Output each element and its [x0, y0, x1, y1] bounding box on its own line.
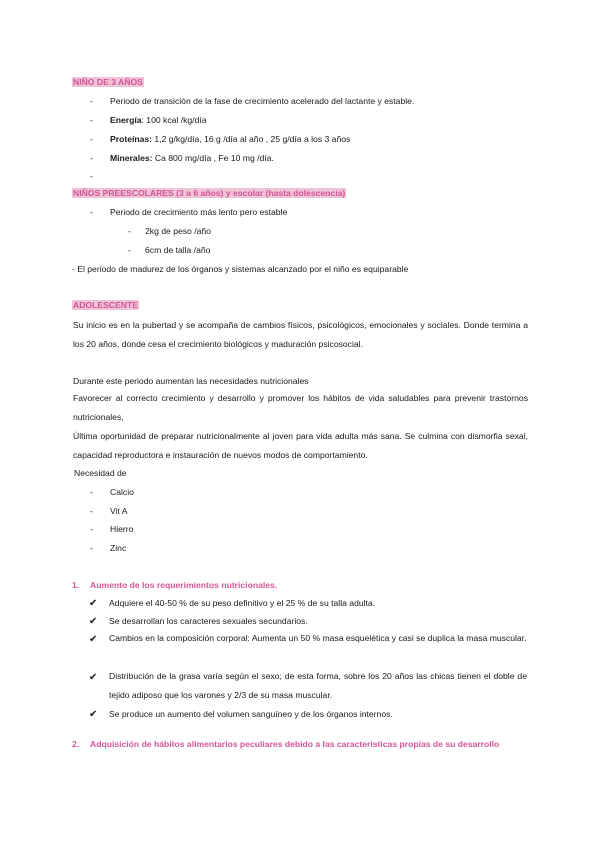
check-item: Se desarrollan los caracteres sexuales secundarios.: [109, 616, 308, 626]
list-dash: -: [90, 487, 93, 497]
list-item: Periodo de crecimiento más lento pero estable: [110, 207, 288, 217]
list-dash: -: [90, 506, 93, 516]
checkmark-icon: ✔: [89, 709, 98, 720]
check-item: Cambios en la composición corporal: Aumenta un 50 % masa esquelética y casi se duplica la masa muscular.: [109, 633, 527, 643]
note-line: - El periodo de madurez de los órganos y sistemas alcanzado por el niño es equiparable: [72, 264, 409, 274]
list-dash: -: [90, 153, 93, 163]
checkmark-icon: ✔: [89, 616, 98, 627]
paragraph-inicio: Su inicio es en la pubertad y se acompaña de cambios físicos, psicológicos, emocionales y sociales. Donde termina a los 20 años, donde cesa el crecimiento biológicos y maduración psicosocial.: [73, 320, 528, 349]
list-dash: -: [90, 524, 93, 534]
paragraph-ultima: Última oportunidad de preparar nutricionalmente al joven para vida adulta más sana. Se culmina con dismorfia sexal, capacidad reproductora e instauración de nuevos modos de comportamiento.: [73, 431, 528, 460]
checkmark-icon: ✔: [89, 598, 98, 609]
list-subitem: 6cm de talla /año: [145, 245, 211, 255]
checkmark-icon: ✔: [89, 634, 98, 645]
list-dash: -: [90, 96, 93, 106]
numbered-item-2-num: 2.: [72, 739, 80, 749]
section-heading-adolescente: ADOLESCENTE: [73, 300, 138, 310]
list-dash: -: [128, 226, 131, 236]
list-item: Energía: 100 kcal /kg/día: [110, 115, 207, 125]
paragraph-favorecer: Favorecer al correcto crecimiento y desarrollo y promover los hábitos de vida saludables para prevenir trastornos nutricionales,: [73, 393, 528, 422]
checkmark-icon: ✔: [89, 672, 98, 683]
numbered-item-1-num: 1.: [72, 580, 80, 590]
check-item: Distribución de la grasa varía según el sexo; de esta forma, sobre los 20 años las chicas tienen el doble de tejido adiposo que los varones y 2/3 de su masa muscular.: [109, 671, 527, 700]
check-item: Adquiere el 40-50 % de su peso definitivo y el 25 % de su talla adulta.: [109, 598, 376, 608]
list-item: Vit A: [110, 506, 128, 516]
list-dash: -: [128, 245, 131, 255]
check-item: Se produce un aumento del volumen sanguíneo y de los órganos internos.: [109, 709, 393, 719]
list-subitem: 2kg de peso /año: [145, 226, 211, 236]
list-dash: -: [90, 207, 93, 217]
list-dash: -: [90, 171, 93, 181]
list-item: Proteínas: 1,2 g/kg/día, 16 g /día al año , 25 g/día a los 3 años: [110, 134, 351, 144]
section-heading-nino-3-anos: NIÑO DE 3 AÑOS: [73, 77, 143, 87]
list-item: Calcio: [110, 487, 134, 497]
section-heading-preescolares: NIÑOS PREESCOLARES (3 a 6 años) y escolar (hasta dolescencia): [73, 188, 346, 198]
list-item: Minerales: Ca 800 mg/día , Fe 10 mg /día.: [110, 153, 274, 163]
list-dash: -: [90, 134, 93, 144]
numbered-item-1-title: Aumento de los requerimientos nutricionales.: [90, 580, 278, 590]
list-dash: -: [90, 115, 93, 125]
list-dash: -: [90, 543, 93, 553]
list-item: Periodo de transición de la fase de crecimiento acelerado del lactante y estable.: [110, 96, 415, 106]
needs-label: Necesidad de: [74, 468, 127, 478]
numbered-item-2-title: Adquisición de hábitos alimentarios peculiares debido a las características propias de su desarrollo: [90, 739, 500, 749]
list-item: Hierro: [110, 524, 134, 534]
list-item: Zinc: [110, 543, 127, 553]
paragraph-line: Durante este periodo aumentan las necesidades nutricionales: [73, 376, 309, 386]
